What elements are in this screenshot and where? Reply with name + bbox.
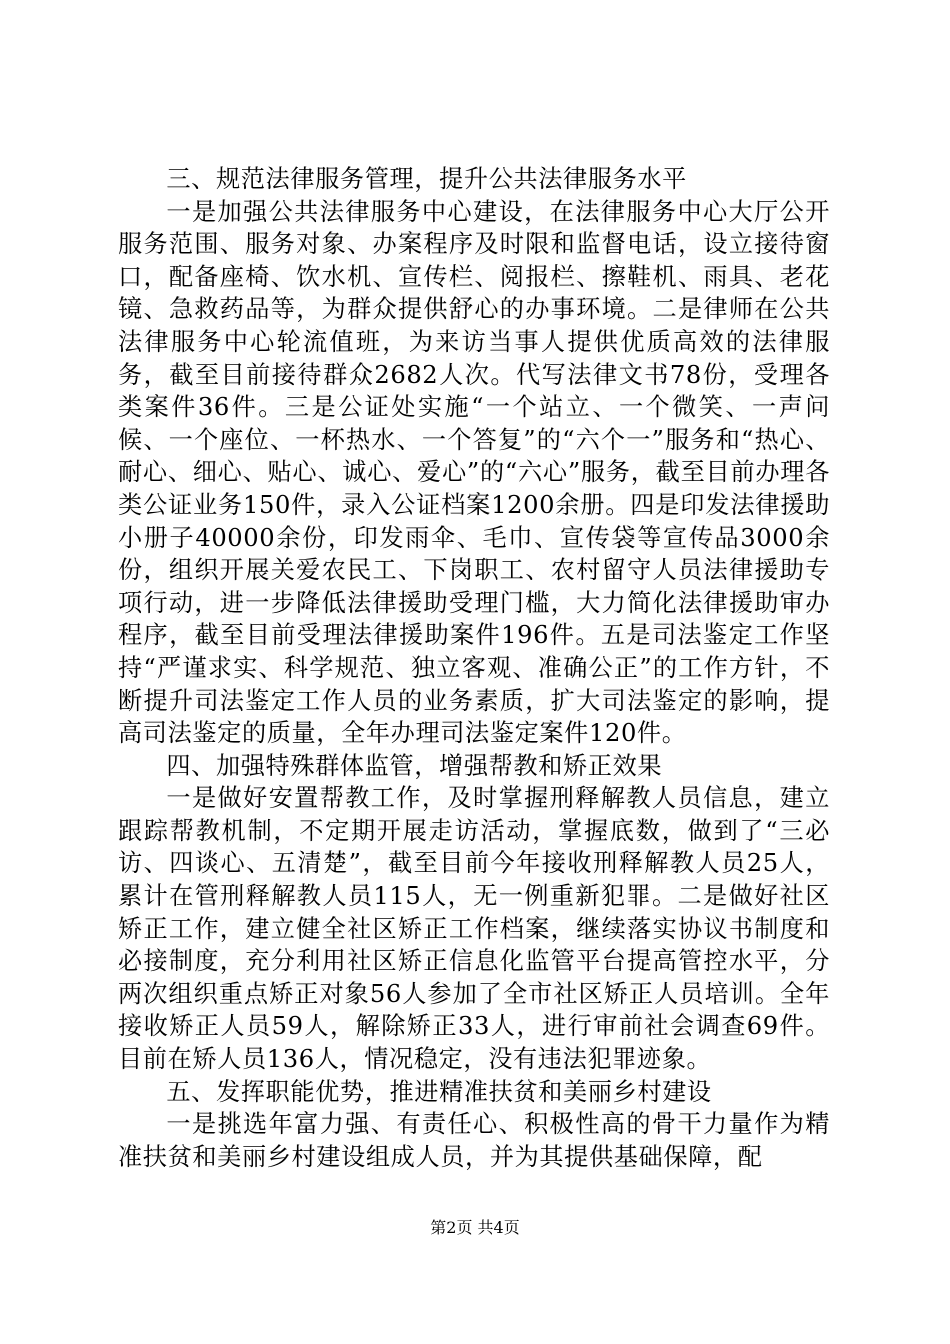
body-paragraph-poverty-alleviation: 一是挑选年富力强、有责任心、积极性高的骨干力量作为精准扶贫和美丽乡村建设组成人员，并为其提供基础保障，配 — [118, 1110, 830, 1171]
section-heading-5: 五、发挥职能优势，推进精准扶贫和美丽乡村建设 — [166, 1077, 712, 1106]
section-heading-3: 三、规范法律服务管理，提升公共法律服务水平 — [166, 165, 687, 193]
body-paragraph-legal-services: 一是加强公共法律服务中心建设，在法律服务中心大厅公开服务范围、服务对象、办案程序及时限和监督电话，设立接待窗口，配备座椅、饮水机、宣传栏、阅报栏、擦鞋机、雨具、老花镜、急救药品等，为群众提供舒心的办事环境。二是律师在公共法律服务中心轮流值班，为来访当事人提供优质高效的法律服务，截至目前接待群众2682人次。代写法律文书78份，受理各类案件36件。三是公证处实施“一个站立、一个微笑、一声问候、一个座位、一杯热水、一个答复”的“六个一”服务和“热心、耐心、细心、贴心、诚心、爱心”的“六心”服务，截至目前办理各类公证业务150件，录入公证档案1200余册。四是印发法律援助小册子40000余份，印发雨伞、毛巾、宣传袋等宣传品3000余份，组织开展关爱农民工、下岗职工、农村留守人员法律援助专项行动，进一步降低法律援助受理门槛，大力简化法律援助审办程序，截至目前受理法律援助案件196件。五是司法鉴定工作坚持“严谨求实、科学规范、独立客观、准确公正”的工作方针，不断提升司法鉴定工作人员的业务素质，扩大司法鉴定的影响，提高司法鉴定的质量，全年办理司法鉴定案件120件。 — [118, 197, 830, 748]
body-paragraph-special-groups: 一是做好安置帮教工作，及时掌握刑释解教人员信息，建立跟踪帮教机制，不定期开展走访活动，掌握底数，做到了“三必访、四谈心、五清楚”，截至目前今年接收刑释解教人员25人，累计在管刑释解教人员115人，无一例重新犯罪。二是做好社区矫正工作，建立健全社区矫正工作档案，继续落实协议书制度和必接制度，充分利用社区矫正信息化监管平台提高管控水平，分两次组织重点矫正对象56人参加了全市社区矫正人员培训。全年接收矫正人员59人，解除矫正33人，进行审前社会调查69件。目前在矫人员136人，情况稳定，没有违法犯罪迹象。 — [118, 784, 830, 1074]
section-heading-4: 四、加强特殊群体监管，增强帮教和矫正效果 — [166, 751, 663, 780]
document-body — [118, 163, 830, 1173]
page-footer: 第2页 共4页 — [430, 1218, 520, 1237]
